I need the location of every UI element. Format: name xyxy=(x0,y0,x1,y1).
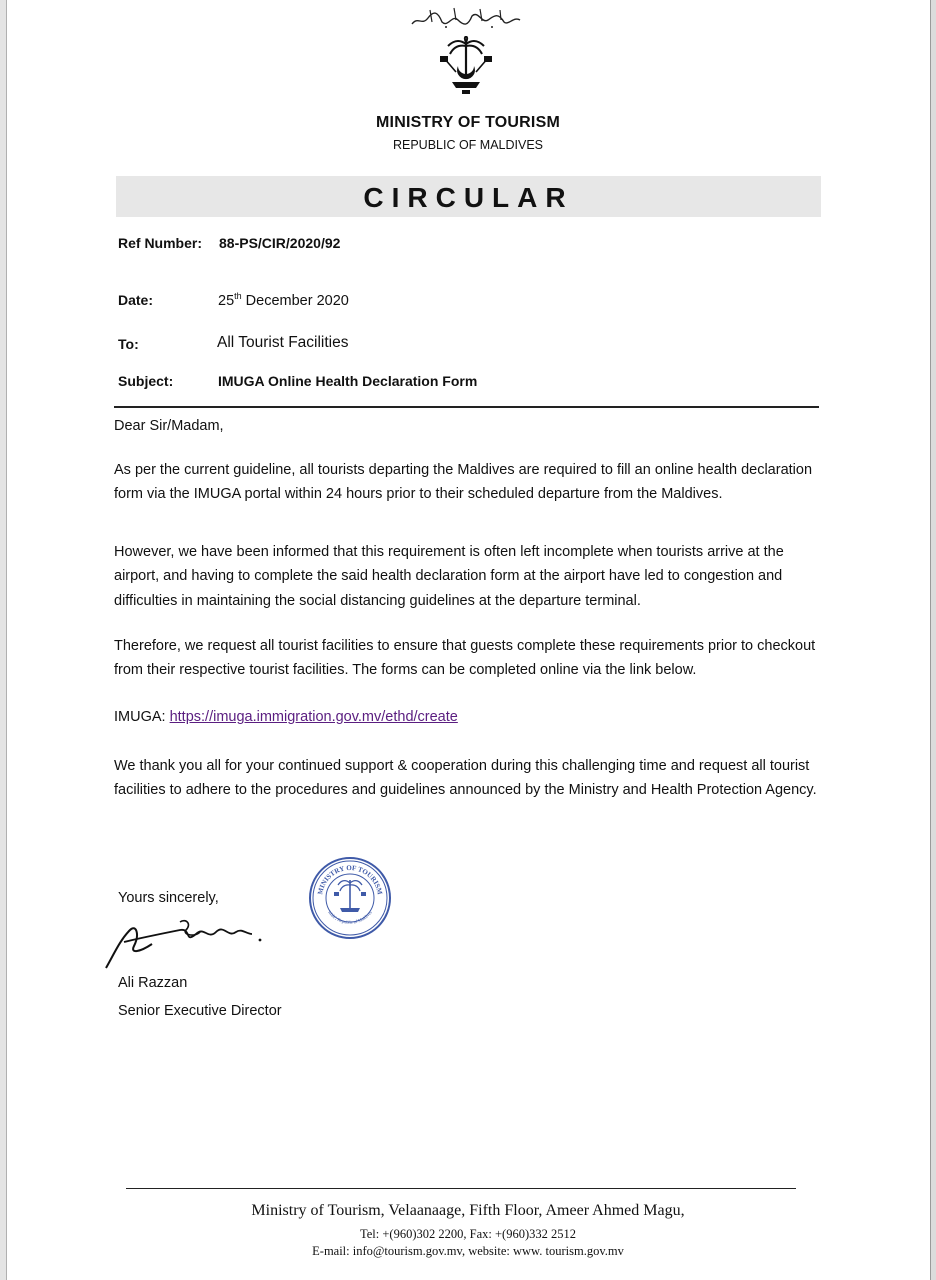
date-day: 25 xyxy=(218,292,235,309)
closing-sincerely: Yours sincerely, xyxy=(118,890,219,906)
footer-address: Ministry of Tourism, Velaanaage, Fifth Floor, Ameer Ahmed Magu, xyxy=(251,1202,685,1219)
ministry-name: MINISTRY OF TOURISM xyxy=(376,114,560,131)
date-suffix: th xyxy=(234,291,242,301)
imuga-link[interactable]: https://imuga.immigration.gov.mv/ethd/create xyxy=(169,709,458,725)
to-label: To: xyxy=(118,336,139,352)
ministry-seal-icon xyxy=(308,856,392,940)
circular-title: CIRCULAR xyxy=(363,182,574,213)
signatory-title: Senior Executive Director xyxy=(118,1003,282,1019)
footer-phone: Tel: +(960)302 2200, Fax: +(960)332 2512 xyxy=(360,1227,576,1241)
seal-bottom-text: Male', Republic of Maldives xyxy=(327,909,373,925)
subject-label: Subject: xyxy=(118,373,174,389)
maldives-emblem-icon xyxy=(436,36,496,98)
footer-divider xyxy=(126,1188,796,1189)
ref-number-label: Ref Number: xyxy=(118,235,203,251)
subject-value: IMUGA Online Health Declaration Form xyxy=(218,373,478,389)
imuga-link-line xyxy=(114,705,826,729)
imuga-link-label: IMUGA: xyxy=(114,709,170,725)
date-label: Date: xyxy=(118,292,154,308)
paragraph-4: We thank you all for your continued support & cooperation during this challenging time and request all tourist facilities to adhere to the procedures and guidelines announced by the Ministry and Health Protection Agency. xyxy=(114,758,817,799)
header-divider xyxy=(114,406,819,408)
footer-contact: E-mail: info@tourism.gov.mv, website: www. tourism.gov.mv xyxy=(312,1244,624,1258)
salutation: Dear Sir/Madam, xyxy=(114,418,224,434)
paragraph-2: However, we have been informed that this requirement is often left incomplete when tourists arrive at the airport, and having to complete the said health declaration form at the airport have led to congestion and difficulties in maintaining the social distancing guidelines at the departure terminal. xyxy=(114,544,784,609)
paragraph-1: As per the current guideline, all tourists departing the Maldives are required to fill an online health declaration form via the IMUGA portal within 24 hours prior to their scheduled departure from the Maldives. xyxy=(114,462,813,503)
ref-number-value: 88-PS/CIR/2020/92 xyxy=(219,235,341,251)
paragraph-3: Therefore, we request all tourist facilities to ensure that guests complete these requirements prior to checkout from their respective tourist facilities. The forms can be completed online via the link below. xyxy=(114,638,816,679)
date-rest: December 2020 xyxy=(241,292,349,309)
page-left-edge xyxy=(0,0,7,1280)
date-value xyxy=(218,291,349,309)
signatory-name: Ali Razzan xyxy=(118,975,188,991)
calligraphy-header-icon xyxy=(408,6,524,30)
signature-icon xyxy=(100,904,272,974)
seal-top-text: MINISTRY OF TOURISM xyxy=(316,863,384,896)
page-right-edge xyxy=(930,0,936,1280)
circular-banner xyxy=(116,176,821,217)
republic-name: REPUBLIC OF MALDIVES xyxy=(392,138,544,152)
to-value: All Tourist Facilities xyxy=(217,334,349,351)
